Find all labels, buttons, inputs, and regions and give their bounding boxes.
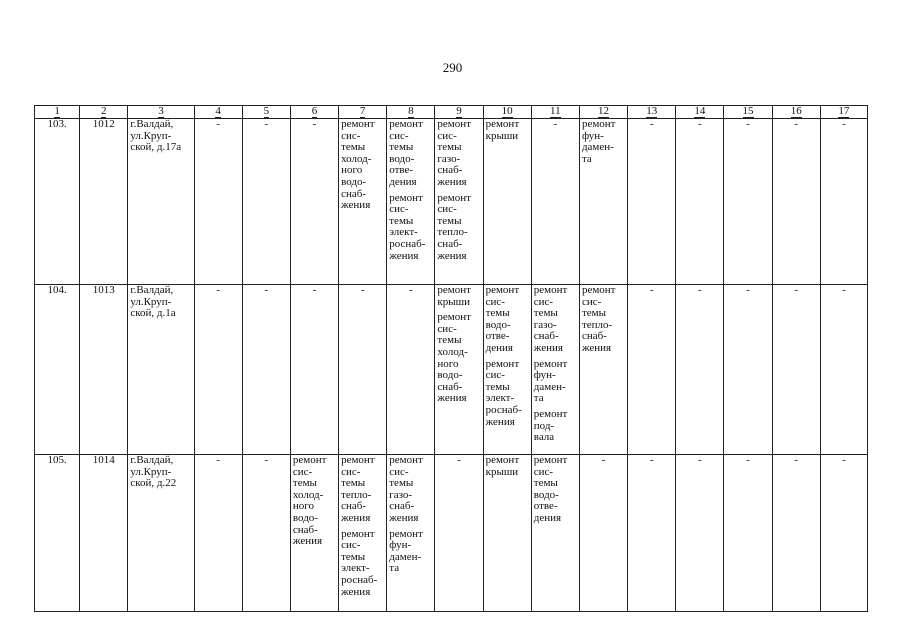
column-number-cell [242,106,290,119]
column-number: 5 [263,105,270,117]
dash-text: - [553,118,558,130]
dash-text: - [360,284,365,296]
empty-cell [676,285,724,455]
empty-cell [628,119,676,285]
work-entry: ремонт сис- темы тепло- снаб- жения [437,191,471,262]
column-number: 16 [790,105,802,117]
dash-text: - [794,454,799,466]
repair-work-cell [435,285,483,455]
column-number-cell [387,106,435,119]
work-entry: ремонт сис- темы холод- ного водо- снаб- жения [341,118,375,212]
empty-cell [339,285,387,455]
dash-text: - [842,118,846,130]
column-number: 1 [54,105,60,117]
address-cell [128,119,194,285]
column-number-cell [290,106,338,119]
dash-text: - [216,454,220,466]
dash-text: - [794,118,799,130]
repair-work-cell [483,455,531,612]
row-index-cell [35,119,80,285]
row-index-cell [35,455,80,612]
repair-work-cell [531,455,579,612]
dash-text: - [698,454,702,466]
column-number-cell [579,106,627,119]
work-entry: ремонт сис- темы тепло- снаб- жения [581,284,616,354]
dash-text: - [842,284,846,296]
empty-cell [628,285,676,455]
work-entry: ремонт крыши [485,454,520,478]
dash-text: - [698,118,702,130]
work-entry: ремонт сис- темы водо- отве- дения [533,454,568,524]
column-number-row [35,106,868,119]
work-entry: ремонт крыши [485,118,520,142]
work-entry: 1014 [92,454,115,466]
column-number-cell [676,106,724,119]
column-number: 4 [215,105,221,117]
repair-work-cell [339,119,387,285]
empty-cell [290,285,338,455]
empty-cell [242,119,290,285]
column-number: 14 [694,105,706,117]
repair-work-cell [435,119,483,285]
column-number-cell [80,106,128,119]
work-entry: ремонт фун- дамен- та [533,357,568,405]
empty-cell [676,119,724,285]
work-entry: ремонт фун- дамен- та [581,118,616,165]
repair-work-cell [483,285,531,455]
empty-cell [820,119,867,285]
dash-text: - [698,284,702,296]
table-row [35,119,868,285]
column-number: 7 [359,105,366,117]
empty-cell [579,455,627,612]
column-number-cell [35,106,80,119]
empty-cell [772,455,820,612]
address-text: г.Валдай, ул.Круп- ской, д.17а [130,118,182,154]
dash-text: - [409,284,413,296]
dash-text: - [312,284,317,296]
work-entry: 105. [47,454,67,466]
work-entry: ремонт крыши [437,284,471,308]
empty-cell [676,455,724,612]
address-cell [128,285,194,455]
column-number: 9 [456,105,462,117]
column-number-cell [724,106,772,119]
work-entry: 1013 [92,284,115,296]
work-entry: 104. [47,284,67,296]
column-number: 11 [550,105,561,117]
dash-text: - [649,454,654,466]
repair-work-cell [290,455,338,612]
empty-cell [724,455,772,612]
work-entry: ремонт сис- темы водо- отве- дения [485,284,520,354]
repair-work-cell [339,455,387,612]
dash-text: - [264,454,269,466]
dash-text: - [457,454,461,466]
work-entry: 103. [47,118,67,130]
table-row [35,285,868,455]
dash-text: - [601,454,606,466]
work-entry: ремонт сис- темы элект- роснаб- жения [341,527,378,598]
column-number-cell [628,106,676,119]
repair-work-cell [483,119,531,285]
column-number: 10 [501,105,513,117]
dash-text: - [312,118,317,130]
column-number-cell [820,106,867,119]
repair-work-cell [531,285,579,455]
dash-text: - [842,454,846,466]
repair-work-cell [579,285,627,455]
address-text: г.Валдай, ул.Круп- ской, д.22 [130,454,177,490]
dash-text: - [794,284,799,296]
empty-cell [820,455,867,612]
table-row [35,455,868,612]
dash-text: - [264,118,269,130]
repair-schedule-table [34,105,868,612]
dash-text: - [216,284,220,296]
work-entry: ремонт фун- дамен- та [389,527,423,575]
work-entry: ремонт сис- темы холод- ного водо- снаб- жения [437,311,471,405]
column-number: 12 [598,105,610,117]
column-number: 6 [311,105,318,117]
work-entry: ремонт сис- темы холод- ного водо- снаб- жения [292,454,327,548]
empty-cell [242,455,290,612]
work-entry: ремонт сис- темы газо- снаб- жения [437,118,471,188]
repair-work-cell [579,119,627,285]
empty-cell [531,119,579,285]
empty-cell [435,455,483,612]
building-id-cell [80,285,128,455]
dash-text: - [746,454,750,466]
work-entry: ремонт под- вала [533,407,568,444]
column-number-cell [339,106,387,119]
building-id-cell [80,455,128,612]
building-id-cell [80,119,128,285]
empty-cell [194,119,242,285]
work-entry: ремонт сис- темы водо- отве- дения [389,118,423,188]
dash-text: - [264,284,269,296]
column-number: 2 [100,105,107,117]
empty-cell [194,285,242,455]
column-number-cell [483,106,531,119]
repair-work-cell [387,119,435,285]
empty-cell [628,455,676,612]
work-entry: ремонт сис- темы тепло- снаб- жения [341,454,375,524]
repair-work-cell [387,455,435,612]
column-number: 17 [838,105,850,117]
dash-text: - [649,118,654,130]
column-number-cell [772,106,820,119]
dash-text: - [216,118,220,130]
empty-cell [772,119,820,285]
address-text: г.Валдай, ул.Круп- ской, д.1а [130,284,176,320]
dash-text: - [649,284,654,296]
column-number: 13 [646,105,658,117]
empty-cell [387,285,435,455]
dash-text: - [746,118,750,130]
row-index-cell [35,285,80,455]
column-number-cell [531,106,579,119]
empty-cell [290,119,338,285]
column-number-cell [435,106,483,119]
column-number-cell [194,106,242,119]
work-entry: 1012 [92,118,115,130]
work-entry: ремонт сис- темы газо- снаб- жения [389,454,423,524]
empty-cell [242,285,290,455]
work-entry: ремонт сис- темы газо- снаб- жения [533,284,568,354]
dash-text: - [746,284,750,296]
column-number: 15 [742,105,754,117]
page-number: 290 [442,60,463,75]
empty-cell [724,119,772,285]
empty-cell [820,285,867,455]
work-entry: ремонт сис- темы элект- роснаб- жения [389,191,426,262]
column-number: 8 [408,105,414,117]
empty-cell [772,285,820,455]
column-number: 3 [158,105,164,117]
column-number-cell [128,106,194,119]
address-cell [128,455,194,612]
empty-cell [724,285,772,455]
work-entry: ремонт сис- темы элект- роснаб- жения [485,357,522,428]
empty-cell [194,455,242,612]
